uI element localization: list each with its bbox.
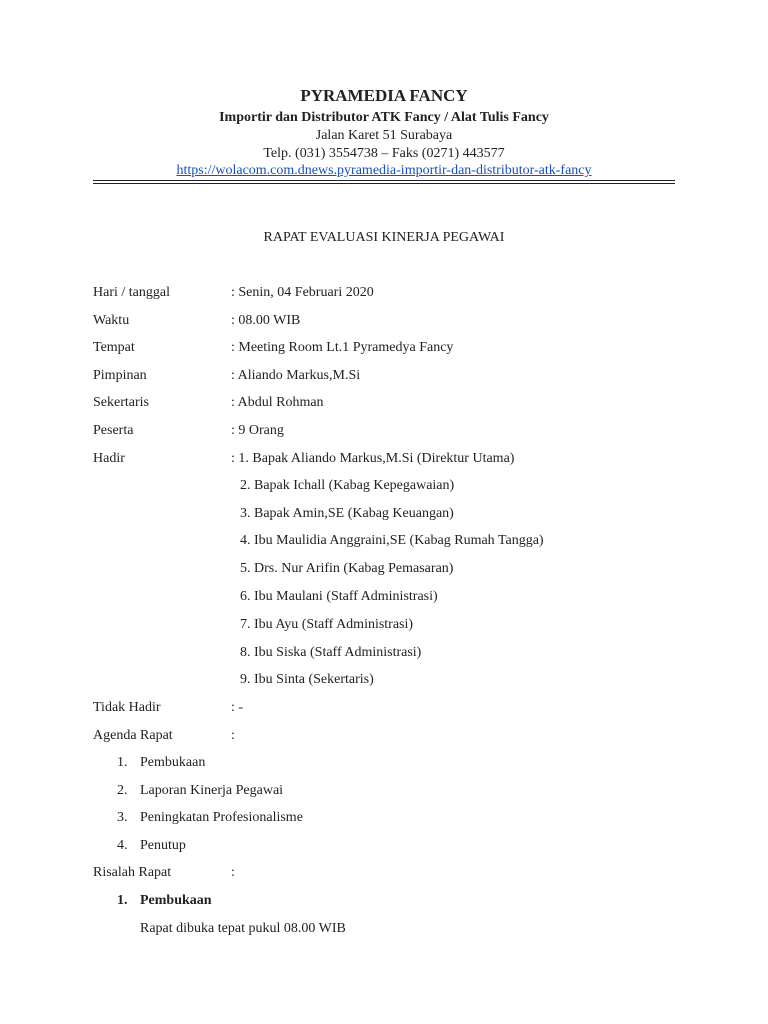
company-name: PYRAMEDIA FANCY bbox=[300, 86, 468, 105]
field-label-date: Hari / tanggal bbox=[93, 285, 170, 300]
minutes-section-number: 1. bbox=[117, 893, 128, 908]
agenda-label: Agenda Rapat bbox=[93, 728, 173, 743]
attendee-item: 7. Ibu Ayu (Staff Administrasi) bbox=[240, 617, 414, 632]
field-label-time: Waktu bbox=[93, 313, 130, 328]
agenda-item-number: 4. bbox=[117, 838, 128, 853]
document-title: RAPAT EVALUASI KINERJA PEGAWAI bbox=[263, 230, 505, 245]
agenda-item-number: 3. bbox=[117, 810, 128, 825]
company-tagline: Importir dan Distributor ATK Fancy / Alat Tulis Fancy bbox=[219, 110, 549, 125]
field-value-secretary: : Abdul Rohman bbox=[231, 395, 324, 410]
agenda-colon: : bbox=[231, 728, 235, 743]
minutes-paragraph: Rapat dibuka tepat pukul 08.00 WIB bbox=[140, 921, 346, 936]
attendee-item: 2. Bapak Ichall (Kabag Kepegawaian) bbox=[240, 478, 455, 493]
field-label-place: Tempat bbox=[93, 340, 135, 355]
agenda-item-number: 2. bbox=[117, 783, 128, 798]
attendee-item: 9. Ibu Sinta (Sekertaris) bbox=[240, 672, 374, 687]
field-label-present: Hadir bbox=[93, 451, 125, 466]
field-value-place: : Meeting Room Lt.1 Pyramedya Fancy bbox=[231, 340, 454, 355]
attendee-item: 8. Ibu Siska (Staff Administrasi) bbox=[240, 645, 422, 660]
minutes-colon: : bbox=[231, 865, 235, 880]
attendee-item: : 1. Bapak Aliando Markus,M.Si (Direktur Utama) bbox=[231, 451, 515, 466]
agenda-item: Laporan Kinerja Pegawai bbox=[140, 783, 284, 798]
field-label-secretary: Sekertaris bbox=[93, 395, 149, 410]
company-phone: Telp. (031) 3554738 – Faks (0271) 443577 bbox=[263, 146, 505, 161]
minutes-section-title: Pembukaan bbox=[140, 893, 212, 908]
agenda-item: Pembukaan bbox=[140, 755, 206, 770]
field-value-date: : Senin, 04 Februari 2020 bbox=[231, 285, 374, 300]
field-value-participants: : 9 Orang bbox=[231, 423, 284, 438]
company-website-link[interactable]: https://wolacom.com.dnews.pyramedia-importir-dan-distributor-atk-fancy bbox=[176, 163, 592, 178]
agenda-item-number: 1. bbox=[117, 755, 128, 770]
field-value-time: : 08.00 WIB bbox=[231, 313, 301, 328]
field-value-leader: : Aliando Markus,M.Si bbox=[231, 368, 361, 383]
field-value-absent: : - bbox=[231, 700, 244, 715]
minutes-label: Risalah Rapat bbox=[93, 865, 172, 880]
field-label-participants: Peserta bbox=[93, 423, 134, 438]
field-label-leader: Pimpinan bbox=[93, 368, 147, 383]
agenda-item: Peningkatan Profesionalisme bbox=[140, 810, 303, 825]
attendee-item: 6. Ibu Maulani (Staff Administrasi) bbox=[240, 589, 438, 604]
field-label-absent: Tidak Hadir bbox=[93, 700, 161, 715]
letterhead-divider-thin bbox=[93, 183, 675, 184]
letterhead-divider-thick bbox=[93, 180, 675, 181]
attendee-item: 3. Bapak Amin,SE (Kabag Keuangan) bbox=[240, 506, 454, 521]
agenda-item: Penutup bbox=[140, 838, 186, 853]
attendee-item: 4. Ibu Maulidia Anggraini,SE (Kabag Rumah Tangga) bbox=[240, 533, 544, 548]
attendee-item: 5. Drs. Nur Arifin (Kabag Pemasaran) bbox=[240, 561, 454, 576]
company-address: Jalan Karet 51 Surabaya bbox=[315, 128, 453, 143]
